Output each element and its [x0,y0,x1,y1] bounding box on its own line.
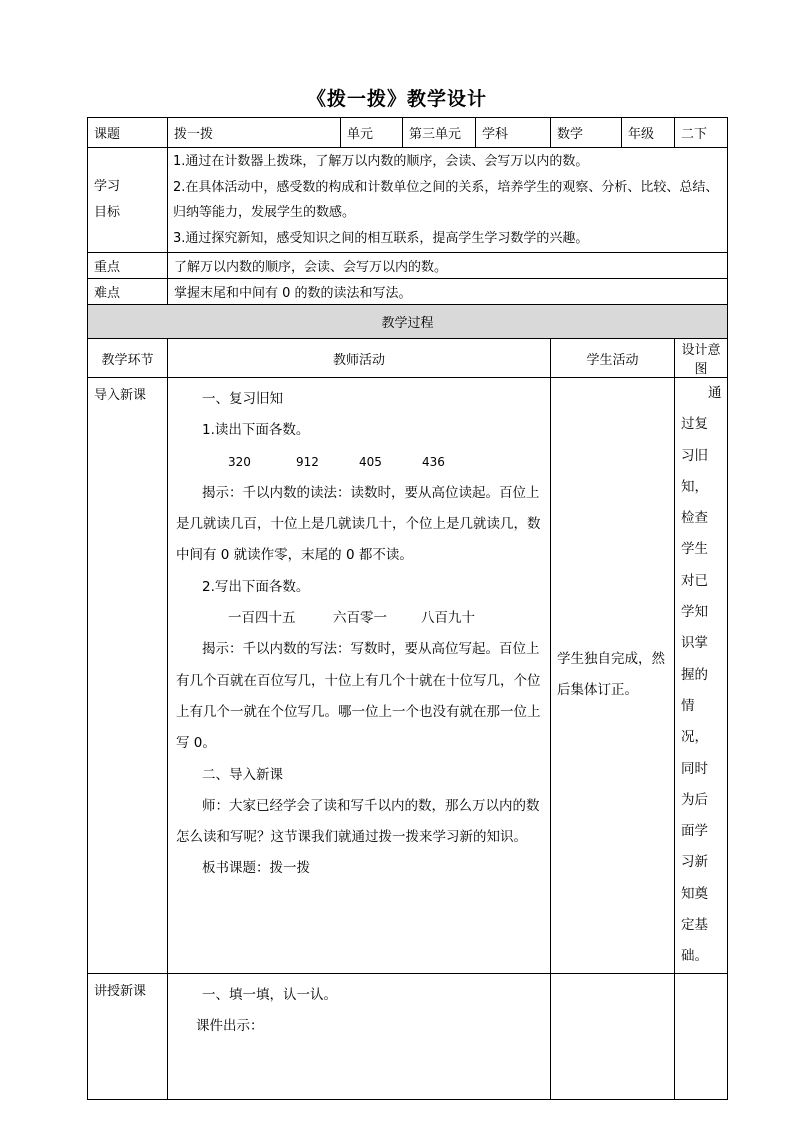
fill-heading: 一、填一填，认一认。 [202,986,337,1003]
student-activity: 学生独自完成，然后集体订正。 [551,378,675,974]
lesson-plan-table [87,117,728,1100]
number-item: 405 [359,454,382,469]
objective-item: 1.通过在计数器上拨珠，了解万以内数的顺序，会读、会写万以内的数。 [173,154,589,169]
stage-name: 讲授新课 [88,973,168,1099]
key-point-label: 重点 [88,253,168,279]
process-heading-row [88,305,728,339]
number-item: 320 [228,454,251,469]
objectives-row [88,148,728,253]
subject-label: 学科 [476,118,551,148]
board-title: 板书课题：拨一拨 [202,860,310,877]
intro-heading: 二、导入新课 [202,766,283,783]
key-point-value: 了解万以内数的顺序，会读、会写万以内的数。 [168,253,728,279]
stage-row-new [88,973,728,1099]
design-intent [675,973,728,1099]
intro-text: 师：大家已经学会了读和写千以内的数，那么万以内的数怎么读和写呢？这节课我们就通过拨一拨来学习新的知识。 [176,797,540,846]
teacher-activity [168,973,551,1099]
read-task: 1.读出下面各数。 [202,422,310,439]
process-heading: 教学过程 [88,305,728,339]
number-list [176,447,544,478]
objectives-label-line1: 学习 [94,179,121,194]
column-header-intent: 设计意图 [675,339,728,378]
stage-row-intro [88,378,728,974]
grade-value: 二下 [675,118,728,148]
read-rule: 揭示：千以内数的读法：读数时，要从高位读起。百位上是几就读几百，十位上是几就读几十，个位上是几就读几，数中间有 0 就读作零，末尾的 0 都不读。 [176,484,541,564]
number-item: 436 [422,454,445,469]
objectives-content [168,148,728,253]
key-point-row [88,253,728,279]
document-title: 《拨一拨》教学设计 [306,88,487,110]
objectives-label-line2: 目标 [94,205,121,220]
number-item: 912 [296,454,319,469]
objectives-label [88,148,168,253]
subject-value: 数学 [551,118,622,148]
info-row [88,118,728,148]
word-item: 八百九十 [421,610,475,627]
word-item: 一百四十五 [228,610,296,627]
word-item: 六百零一 [333,610,387,627]
word-list [176,603,544,634]
column-header-student: 学生活动 [551,339,675,378]
review-heading: 一、复习旧知 [202,391,283,407]
column-header-row [88,339,728,378]
courseware-label: 课件出示： [196,1017,264,1034]
design-intent: 通过复习旧知，检查学生对已学知识掌握的情况，同时为后面学习新知奠定基础。 [675,378,728,974]
objective-item: 3.通过探究新知，感受知识之间的相互联系，提高学生学习数学的兴趣。 [173,230,589,246]
unit-value: 第三单元 [403,118,476,148]
student-activity [551,973,675,1099]
course-label: 课题 [88,118,168,148]
teacher-activity [168,378,551,974]
unit-label: 单元 [341,118,403,148]
course-value: 拨一拨 [168,118,341,148]
write-task: 2.写出下面各数。 [202,578,310,595]
write-rule: 揭示：千以内数的写法：写数时，要从高位写起。百位上有几个百就在百位写几，十位上有几个十就在十位写几，个位上有几个一就在个位写几。哪一位上一个也没有就在那一位上写 0。 [176,641,541,752]
grade-label: 年级 [622,118,675,148]
stage-name: 导入新课 [88,378,168,974]
column-header-stage: 教学环节 [88,339,168,378]
difficulty-label: 难点 [88,279,168,305]
difficulty-row [88,279,728,305]
difficulty-value: 掌握末尾和中间有 0 的数的读法和写法。 [168,279,728,305]
column-header-teacher: 教师活动 [168,339,551,378]
objective-item: 2.在具体活动中，感受数的构成和计数单位之间的关系，培养学生的观察、分析、比较、总结、归纳等能力，发展学生的数感。 [173,179,719,220]
